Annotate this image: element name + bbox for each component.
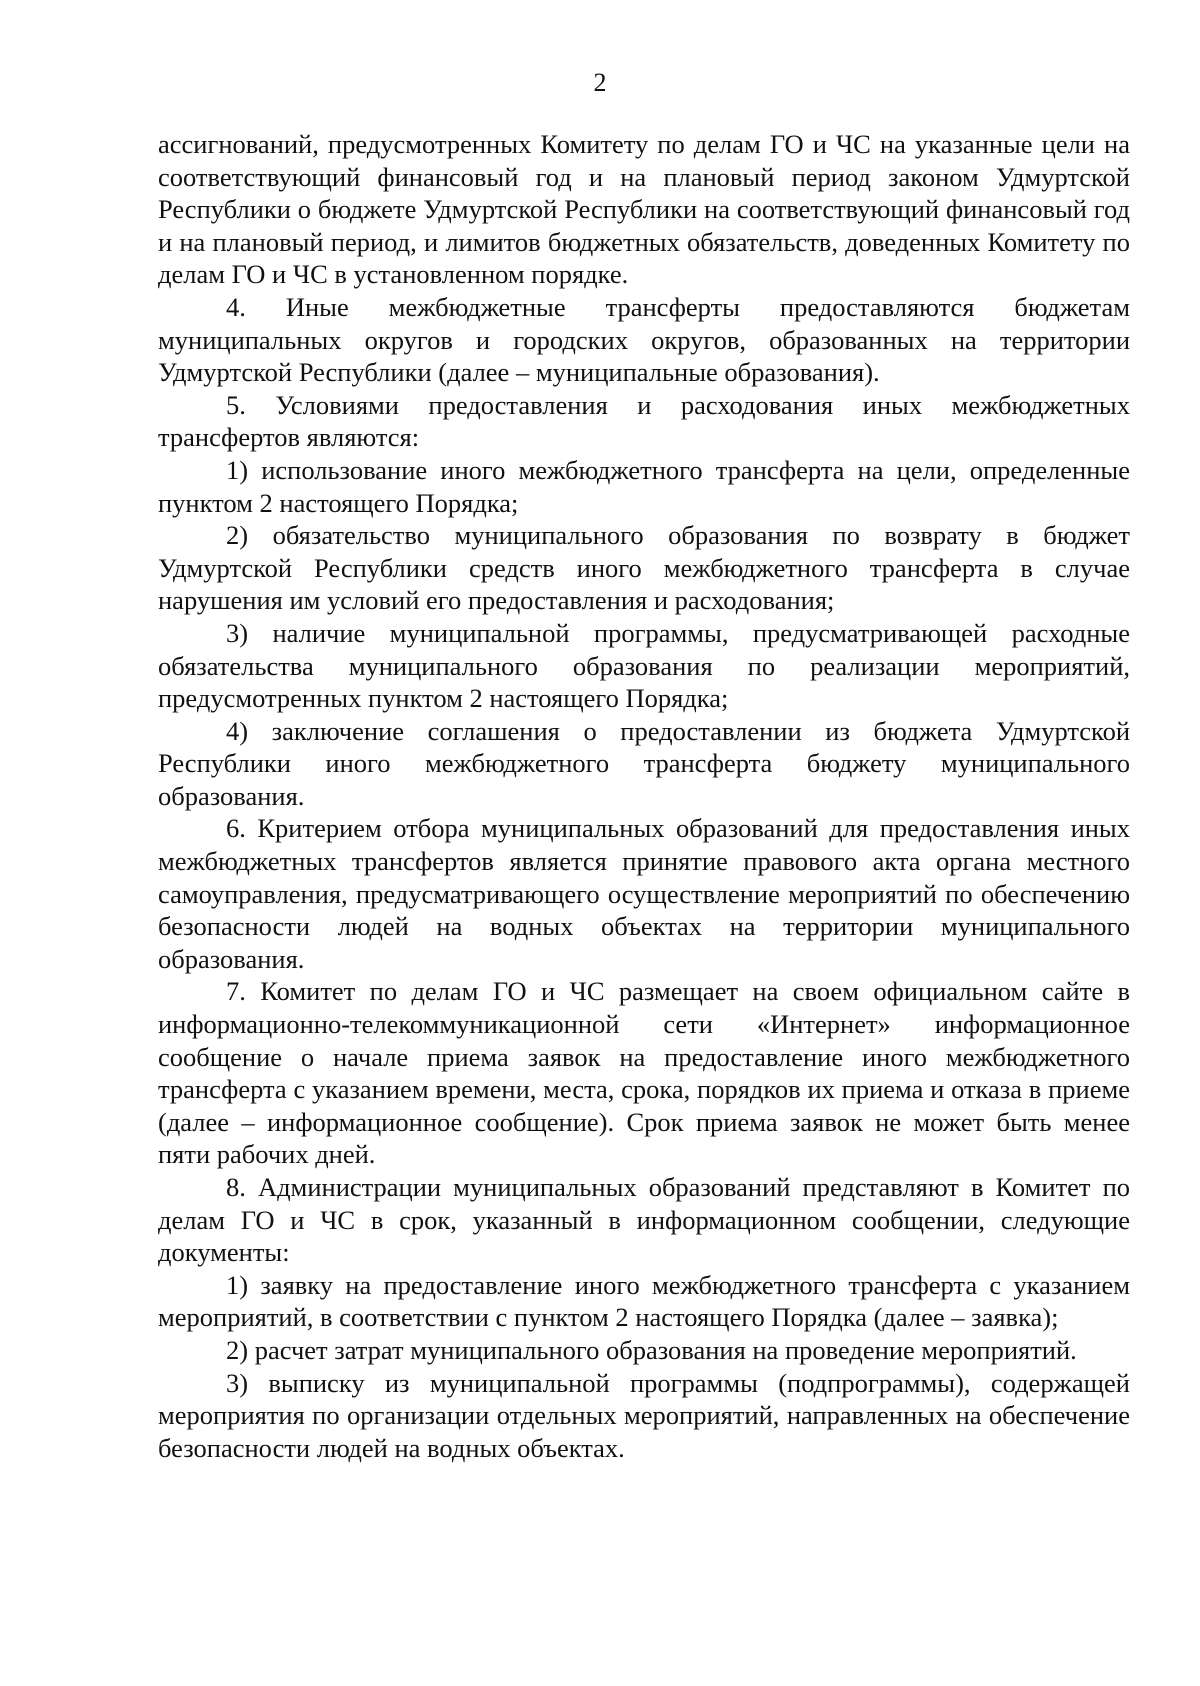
subitem-8-2: 2) расчет затрат муниципального образования на проведение мероприятий. bbox=[226, 1334, 1077, 1365]
subitem-8-1: 1) заявку на предоставление иного межбюджетного трансферта с указанием мероприятий, в соответствии с пунктом 2 настоящего Порядка (далее – заявка); bbox=[158, 1269, 1130, 1333]
paragraph-item-8: 8. Администрации муниципальных образований представляют в Комитет по делам ГО и ЧС в срок, указанный в информационном сообщении, следующие документы: bbox=[158, 1172, 1130, 1268]
paragraph-item-4: 4. Иные межбюджетные трансферты предоставляются бюджетам муниципальных округов и городских округов, образованных на территории Удмуртской Республики (далее – муниципальные образования). bbox=[158, 291, 1130, 388]
subitem-5-1: 1) использование иного межбюджетного трансферта на цели, определенные пунктом 2 настоящего Порядка; bbox=[158, 454, 1130, 518]
paragraph-item-7: 7. Комитет по делам ГО и ЧС размещает на своем официальном сайте в информационно-телекоммуникационной сети «Интернет» информационное сообщение о начале приема заявок на предоставление иного межбюджетного трансферта с указанием времени, места, срока, порядков их приема и отказа в приеме (далее – информационное сообщение). Срок приема заявок не может быть менее пяти рабочих дней. bbox=[158, 976, 1130, 1170]
paragraph-item-6: 6. Критерием отбора муниципальных образований для предоставления иных межбюджетных трансфертов является принятие правового акта органа местного самоуправления, предусматривающего осуществление мероприятий по обеспечению безопасности людей на водных объектах на территории муниципального образования. bbox=[158, 813, 1130, 974]
subitem-5-2: 2) обязательство муниципального образования по возврату в бюджет Удмуртской Республики средств иного межбюджетного трансферта в случае нарушения им условий его предоставления и расходования; bbox=[158, 520, 1130, 616]
subitem-5-3: 3) наличие муниципальной программы, предусматривающей расходные обязательства муниципального образования по реализации мероприятий, предусмотренных пунктом 2 настоящего Порядка; bbox=[158, 617, 1130, 714]
subitem-5-4: 4) заключение соглашения о предоставлении из бюджета Удмуртской Республики иного межбюджетного трансферта бюджету муниципального образования. bbox=[158, 715, 1130, 811]
page-number: 2 bbox=[593, 68, 607, 97]
document-body bbox=[158, 128, 1130, 1464]
paragraph-item-5: 5. Условиями предоставления и расходования иных межбюджетных трансфертов являются: bbox=[158, 389, 1130, 453]
subitem-8-3: 3) выписку из муниципальной программы (подпрограммы), содержащей мероприятия по организации отдельных мероприятий, направленных на обеспечение безопасности людей на водных объектах. bbox=[158, 1367, 1130, 1463]
paragraph-continuation: ассигнований, предусмотренных Комитету по делам ГО и ЧС на указанные цели на соответствующий финансовый год и на плановый период законом Удмуртской Республики о бюджете Удмуртской Республики на соответствующий финансовый год и на плановый период, и лимитов бюджетных обязательств, доведенных Комитету по делам ГО и ЧС в установленном порядке. bbox=[158, 129, 1130, 290]
